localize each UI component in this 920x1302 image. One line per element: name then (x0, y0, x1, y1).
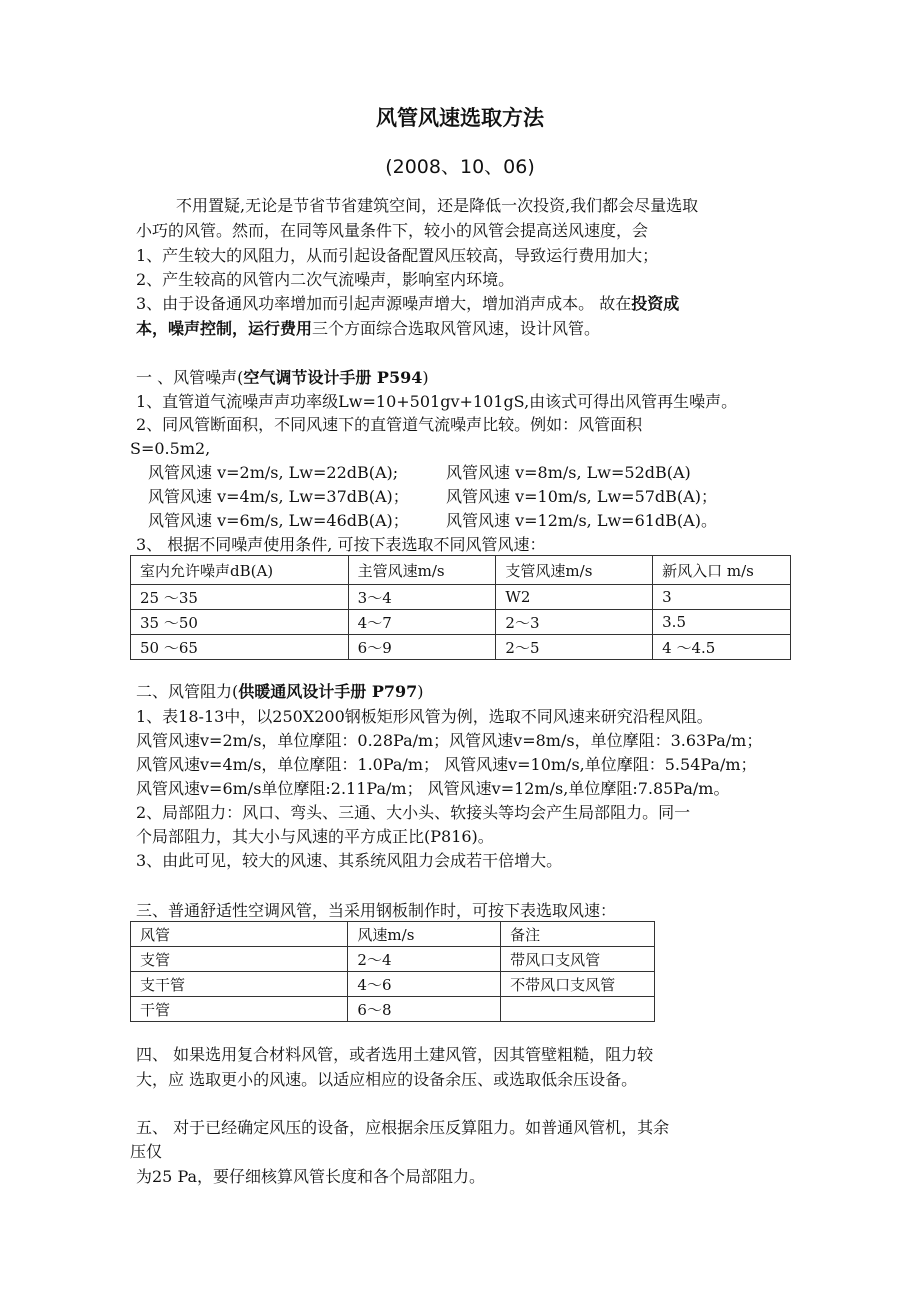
table-cell: 35 ～50 (131, 610, 349, 635)
table-row (131, 972, 655, 997)
table-cell: 3.5 (653, 610, 791, 635)
intro-item (136, 292, 679, 316)
speed-row-b: 风管风速 v=12m/s, Lw=61dB(A)。 (446, 511, 717, 530)
heading-close: ) (422, 368, 429, 387)
table-cell: 2～4 (348, 947, 501, 972)
paragraph: S=0.5m2, (130, 439, 211, 458)
table-header-cell: 风管 (131, 922, 348, 947)
speed-row-b: 风管风速 v=8m/s, Lw=52dB(A) (446, 463, 691, 482)
paragraph: 3、由此可见，较大的风速、其系统风阻力会成若干倍增大。 (136, 851, 563, 870)
table-header-cell: 风速m/s (348, 922, 501, 947)
heading-text: 二、风管阻力( (136, 682, 239, 701)
intro-line-end: 三个方面综合选取风管风速，设计风管。 (312, 319, 601, 338)
table-cell: 2～3 (496, 610, 653, 635)
friction-row: 风管风速v=4m/s，单位摩阻：1.0Pa/m； 风管风速v=10m/s,单位摩阻：5.54Pa/m； (136, 755, 757, 774)
heading-close: ) (417, 682, 424, 701)
table-header-cell: 新风入口 m/s (653, 556, 791, 585)
intro-item-bold: 投资成 (631, 294, 680, 313)
table-header-cell: 备注 (501, 922, 655, 947)
intro-line (136, 317, 600, 341)
intro-item-text: 3、由于设备通风功率增加而引起声源噪声增大，增加消声成本。 故在 (136, 294, 632, 313)
section-heading (136, 680, 424, 704)
table-cell: 3 (653, 585, 791, 610)
table-cell: 4 ～4.5 (653, 635, 791, 660)
table-header-row (131, 556, 791, 585)
paragraph: 2、同风管断面积，不同风速下的直管道气流噪声比较。例如：风管面积 (136, 415, 643, 434)
table-row (131, 635, 791, 660)
paragraph: 2、局部阻力：风口、弯头、三通、大小头、软接头等均会产生局部阻力。同一 (136, 803, 691, 822)
table-cell: 25 ～35 (131, 585, 349, 610)
table-cell: 6～8 (348, 997, 501, 1022)
duct-speed-table (130, 921, 655, 1022)
table-cell: 支管 (131, 947, 348, 972)
heading-reference: 空气调节设计手册 P594 (243, 368, 423, 387)
table-cell: 4～6 (348, 972, 501, 997)
table-cell: 2～5 (496, 635, 653, 660)
table-header-cell: 支管风速m/s (496, 556, 653, 585)
table-header-cell: 室内允许噪声dB(A) (131, 556, 349, 585)
paragraph: 大，应 选取更小的风速。以适应相应的设备余压、或选取低余压设备。 (136, 1070, 638, 1089)
paragraph: 四、 如果选用复合材料风管，或者选用土建风管，因其管壁粗糙，阻力较 (136, 1045, 654, 1064)
noise-speed-table (130, 555, 791, 660)
table-header-row (131, 922, 655, 947)
paragraph: 个局部阻力，其大小与风速的平方成正比(P816)。 (136, 827, 494, 846)
speed-row-a: 风管风速 v=6m/s, Lw=46dB(A)； (148, 511, 409, 530)
heading-text: 一 、风管噪声( (136, 368, 244, 387)
table-cell: 不带风口支风管 (501, 972, 655, 997)
table-header-cell: 主管风速m/s (348, 556, 496, 585)
section-heading: 三、普通舒适性空调风管，当采用钢板制作时，可按下表选取风速： (136, 901, 617, 920)
speed-row-a: 风管风速 v=4m/s, Lw=37dB(A)； (148, 487, 409, 506)
intro-item: 2、产生较高的风管内二次气流噪声，影响室内环境。 (136, 270, 515, 289)
paragraph: 3、 根据不同噪声使用条件, 可按下表选取不同风管风速： (136, 535, 546, 554)
paragraph: 五、 对于已经确定风压的设备，应根据余压反算阻力。如普通风管机，其余 (136, 1118, 670, 1137)
table-row (131, 610, 791, 635)
table-cell: 4～7 (348, 610, 496, 635)
table-row (131, 997, 655, 1022)
paragraph: 为25 Pa，要仔细核算风管长度和各个局部阻力。 (136, 1167, 486, 1186)
paragraph: 1、直管道气流噪声声功率级Lw=10+501gv+101gS,由该式可得出风管再生噪声。 (136, 392, 738, 411)
table-row (131, 585, 791, 610)
heading-reference: 供暖通风设计手册 P797 (238, 682, 418, 701)
table-cell: 50 ～65 (131, 635, 349, 660)
intro-item: 1、产生较大的风阻力，从而引起设备配置风压较高，导致运行费用加大； (136, 246, 659, 265)
table-cell: 干管 (131, 997, 348, 1022)
speed-row-b: 风管风速 v=10m/s, Lw=57dB(A)； (446, 487, 717, 506)
table-cell: 带风口支风管 (501, 947, 655, 972)
table-cell: 6～9 (348, 635, 496, 660)
table-cell: W2 (496, 585, 653, 610)
paragraph: 压仅 (130, 1142, 163, 1161)
table-row (131, 947, 655, 972)
intro-line: 小巧的风管。然而，在同等风量条件下，较小的风管会提高送风速度，会 (136, 221, 649, 240)
table-cell: 支干管 (131, 972, 348, 997)
speed-row-a: 风管风速 v=2m/s, Lw=22dB(A); (148, 463, 399, 482)
section-heading (136, 366, 429, 390)
table-cell (501, 997, 655, 1022)
paragraph: 1、表18-13中，以250X200钢板矩形风管为例，选取不同风速来研究沿程风阻。 (136, 707, 713, 726)
friction-row: 风管风速v=6m/s单位摩阻:2.11Pa/m； 风管风速v=12m/s,单位摩阻:7.85Pa/m。 (136, 779, 730, 798)
page-title: 风管风速选取方法 (376, 106, 544, 130)
intro-bold-terms: 本，噪声控制，运行费用 (136, 319, 313, 338)
document-date: (2008、10、06) (385, 156, 535, 178)
friction-row: 风管风速v=2m/s，单位摩阻：0.28Pa/m；风管风速v=8m/s，单位摩阻：3.63Pa/m； (136, 731, 763, 750)
table-cell: 3～4 (348, 585, 496, 610)
intro-line: 不用置疑,无论是节省节省建筑空间，还是降低一次投资,我们都会尽量选取 (176, 196, 699, 215)
